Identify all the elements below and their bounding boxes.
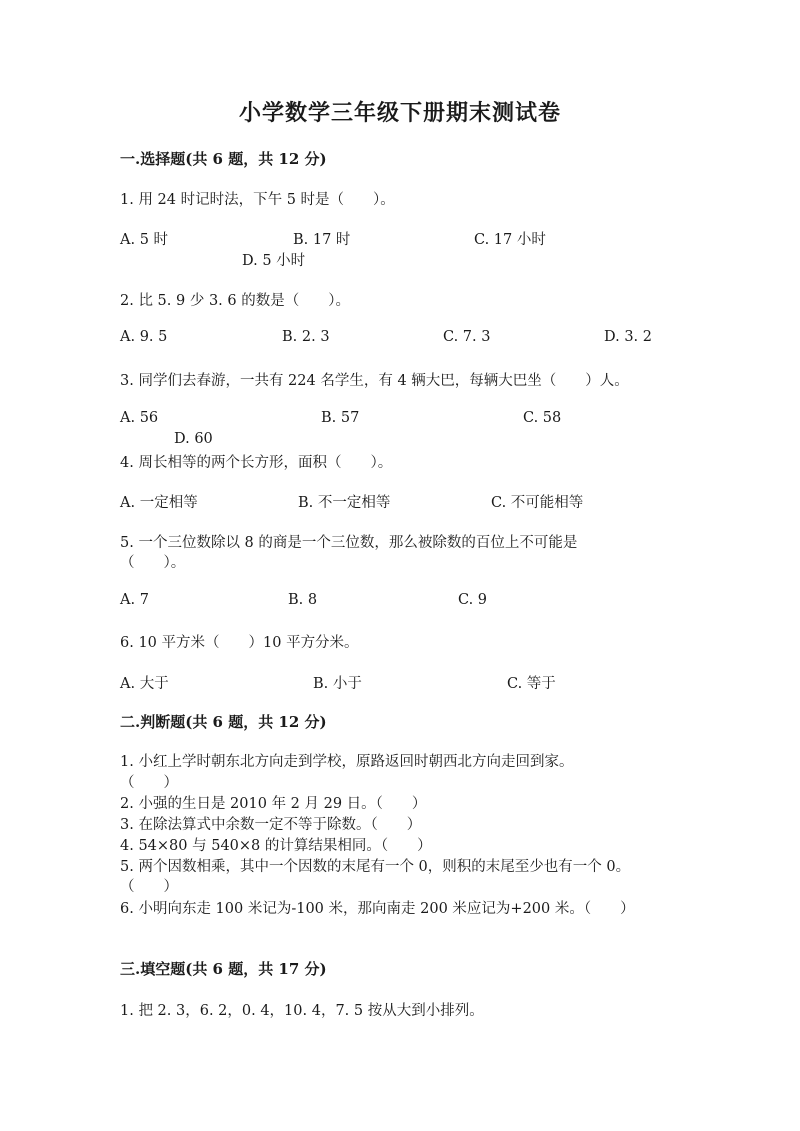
judgement-item: 6. 小明向东走 100 米记为-100 米，那向南走 200 米应记为+200 米。（ ） bbox=[120, 901, 635, 917]
option-d: D. 5 小时 bbox=[242, 253, 306, 269]
question-stem-continued: （ ）。 bbox=[120, 555, 186, 571]
option-d: D. 3. 2 bbox=[604, 329, 652, 345]
option-b: B. 小于 bbox=[313, 676, 362, 692]
option-a: A. 9. 5 bbox=[120, 329, 168, 345]
option-a: A. 大于 bbox=[120, 676, 169, 692]
option-a: A. 一定相等 bbox=[120, 495, 198, 511]
judgement-item: 3. 在除法算式中余数一定不等于除数。（ ） bbox=[120, 817, 422, 833]
option-c: C. 等于 bbox=[507, 676, 556, 692]
option-b: B. 57 bbox=[321, 410, 360, 426]
option-b: B. 2. 3 bbox=[282, 329, 330, 345]
section-heading-judgement: 二.判断题(共 6 题，共 12 分) bbox=[120, 713, 327, 731]
question-stem: 4. 周长相等的两个长方形，面积（ ）。 bbox=[120, 455, 393, 471]
judgement-item: （ ） bbox=[120, 775, 178, 791]
option-a: A. 56 bbox=[120, 410, 159, 426]
option-c: C. 58 bbox=[523, 410, 562, 426]
option-a: A. 5 时 bbox=[120, 232, 169, 248]
question-stem: 3. 同学们去春游，一共有 224 名学生，有 4 辆大巴，每辆大巴坐（ ）人。 bbox=[120, 373, 629, 389]
question-stem: 1. 把 2. 3，6. 2，0. 4，10. 4，7. 5 按从大到小排列。 bbox=[120, 1003, 484, 1019]
option-c: C. 9 bbox=[458, 592, 488, 608]
question-stem: 2. 比 5. 9 少 3. 6 的数是（ ）。 bbox=[120, 293, 350, 309]
option-b: B. 不一定相等 bbox=[298, 495, 391, 511]
option-b: B. 8 bbox=[288, 592, 318, 608]
judgement-item: 2. 小强的生日是 2010 年 2 月 29 日。（ ） bbox=[120, 796, 427, 812]
option-c: C. 不可能相等 bbox=[491, 495, 584, 511]
option-c: C. 17 小时 bbox=[474, 232, 546, 248]
judgement-item: （ ） bbox=[120, 879, 178, 895]
question-stem: 1. 用 24 时记时法，下午 5 时是（ ）。 bbox=[120, 192, 395, 208]
question-stem: 5. 一个三位数除以 8 的商是一个三位数，那么被除数的百位上不可能是 bbox=[120, 535, 578, 551]
question-stem: 6. 10 平方米（ ）10 平方分米。 bbox=[120, 635, 359, 651]
option-d: D. 60 bbox=[174, 431, 213, 447]
option-c: C. 7. 3 bbox=[443, 329, 491, 345]
section-heading-choice: 一.选择题(共 6 题，共 12 分) bbox=[120, 150, 327, 168]
section-heading-fill-in: 三.填空题(共 6 题，共 17 分) bbox=[120, 960, 327, 978]
option-b: B. 17 时 bbox=[293, 232, 351, 248]
judgement-item: 1. 小红上学时朝东北方向走到学校，原路返回时朝西北方向走回到家。 bbox=[120, 754, 574, 770]
judgement-item: 5. 两个因数相乘，其中一个因数的末尾有一个 0，则积的末尾至少也有一个 0。 bbox=[120, 859, 631, 875]
judgement-item: 4. 54×80 与 540×8 的计算结果相同。（ ） bbox=[120, 838, 432, 854]
option-a: A. 7 bbox=[120, 592, 149, 608]
page-title: 小学数学三年级下册期末测试卷 bbox=[238, 100, 561, 126]
